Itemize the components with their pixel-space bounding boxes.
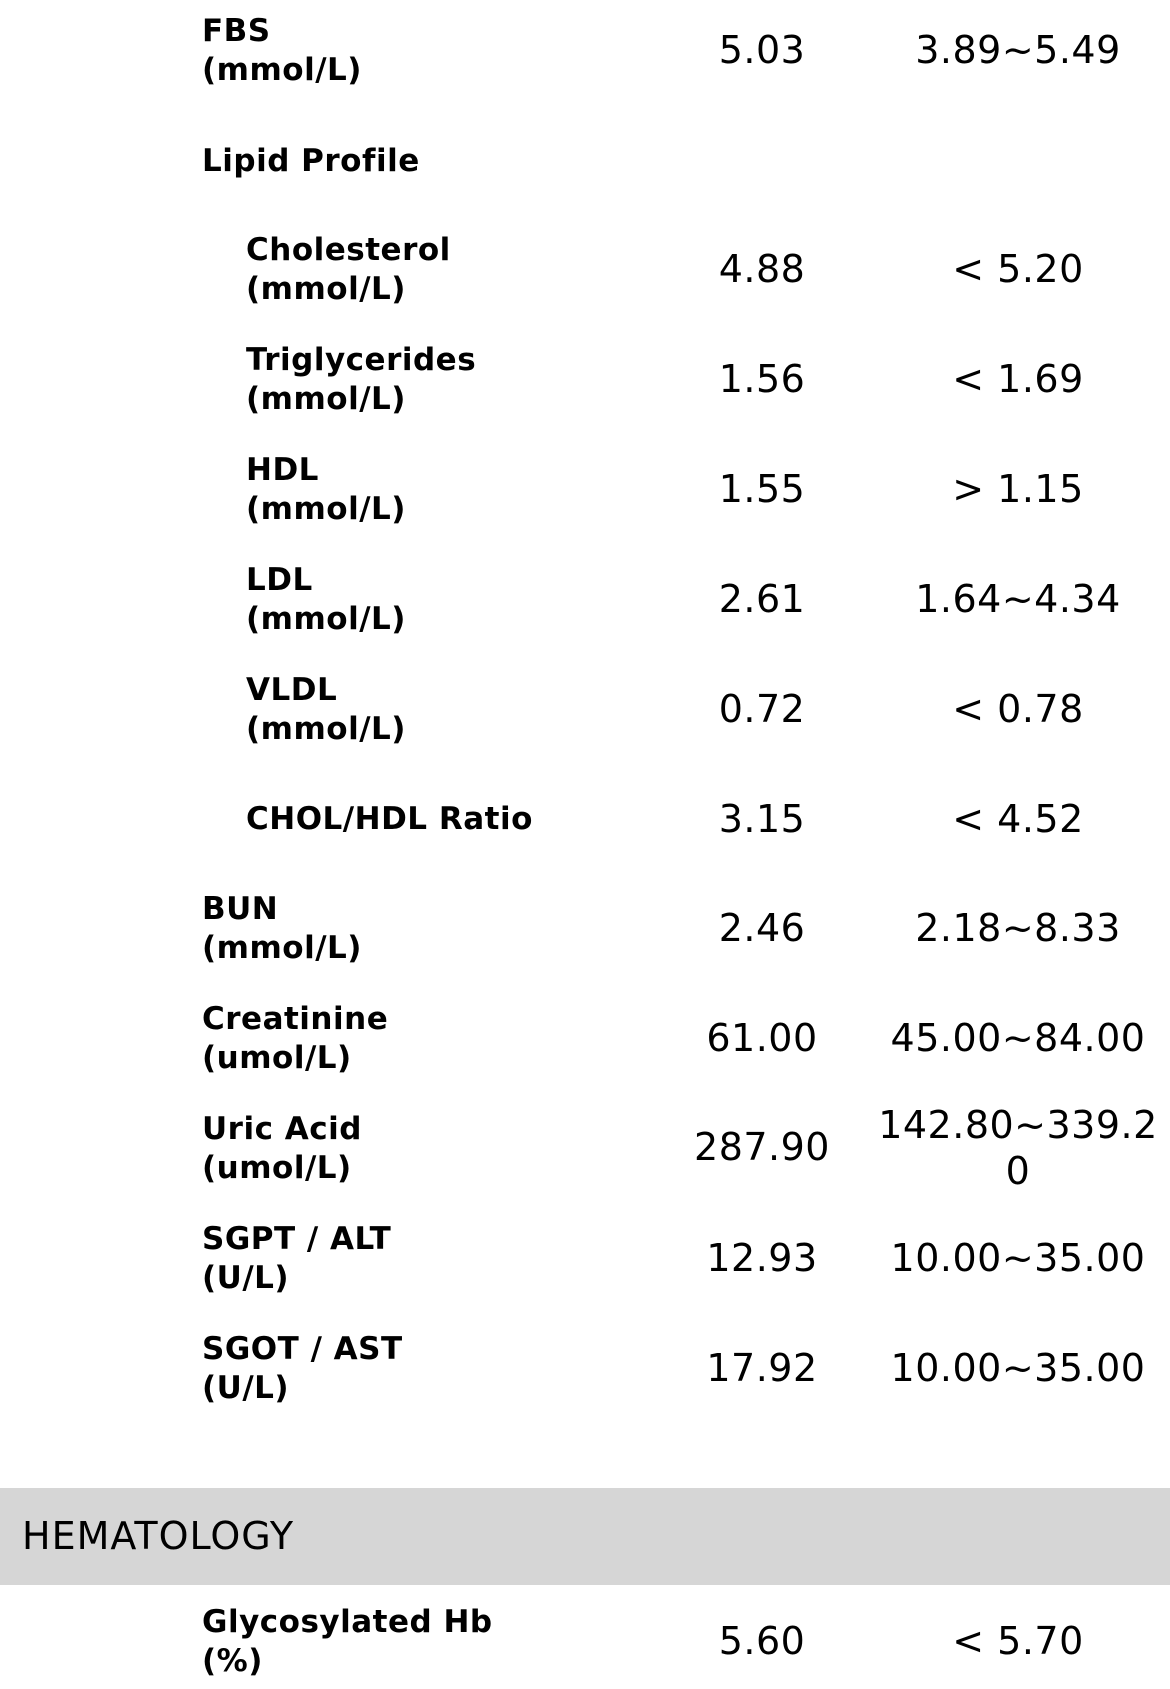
test-value: 3.15: [718, 797, 806, 841]
test-value: 2.46: [718, 906, 806, 950]
test-value: 1.55: [718, 467, 806, 511]
test-unit: (mmol/L): [202, 930, 362, 966]
reference-range: < 0.78: [952, 687, 1084, 731]
test-name: Triglycerides: [246, 342, 477, 378]
test-unit: (U/L): [202, 1260, 290, 1296]
test-label: [202, 890, 362, 968]
section-title: HEMATOLOGY: [22, 1514, 295, 1558]
reference-range: 45.00~84.00: [890, 1016, 1146, 1060]
test-unit: (mmol/L): [202, 52, 362, 88]
reference-range: [868, 1102, 1168, 1194]
test-value: 5.03: [718, 28, 806, 72]
test-value: 0.72: [718, 687, 806, 731]
test-name: Cholesterol: [246, 232, 451, 268]
reference-range-line2: 0: [1005, 1149, 1031, 1193]
test-label: [202, 1330, 403, 1408]
test-value: 2.61: [718, 577, 806, 621]
test-label: [202, 1110, 362, 1188]
section-header-hematology: [0, 1488, 1170, 1585]
group-name: Lipid Profile: [202, 143, 420, 179]
reference-range: 1.64~4.34: [915, 577, 1121, 621]
test-label: [202, 1000, 388, 1078]
test-unit: (U/L): [202, 1370, 290, 1406]
test-label: [246, 800, 533, 839]
test-label: [202, 1603, 493, 1681]
test-name: BUN: [202, 891, 279, 927]
test-name: Uric Acid: [202, 1111, 362, 1147]
test-unit: (mmol/L): [246, 381, 406, 417]
test-name: SGPT / ALT: [202, 1221, 392, 1257]
test-unit: (mmol/L): [246, 601, 406, 637]
test-unit: (umol/L): [202, 1040, 352, 1076]
test-value: 5.60: [718, 1619, 806, 1663]
reference-range: 3.89~5.49: [915, 28, 1121, 72]
test-name: VLDL: [246, 672, 338, 708]
test-name: LDL: [246, 562, 313, 598]
test-value: 1.56: [718, 357, 806, 401]
test-value: 287.90: [694, 1125, 830, 1169]
test-name: SGOT / AST: [202, 1331, 403, 1367]
test-name: Glycosylated Hb: [202, 1604, 493, 1640]
test-value: 4.88: [718, 247, 806, 291]
test-unit: (umol/L): [202, 1150, 352, 1186]
test-unit: (mmol/L): [246, 271, 406, 307]
reference-range: 2.18~8.33: [915, 906, 1121, 950]
reference-range-line1: 142.80~339.2: [878, 1103, 1158, 1147]
test-label: [246, 451, 406, 529]
test-unit: (mmol/L): [246, 711, 406, 747]
group-label: [202, 142, 420, 181]
test-name: CHOL/HDL Ratio: [246, 801, 533, 837]
test-name: Creatinine: [202, 1001, 389, 1037]
reference-range: > 1.15: [952, 467, 1084, 511]
test-label: [246, 341, 476, 419]
test-label: [202, 1220, 391, 1298]
test-unit: (%): [202, 1643, 263, 1679]
test-label: [202, 12, 362, 90]
test-name: FBS: [202, 13, 271, 49]
reference-range: 10.00~35.00: [890, 1346, 1146, 1390]
reference-range: 10.00~35.00: [890, 1236, 1146, 1280]
test-label: [246, 231, 451, 309]
test-unit: (mmol/L): [246, 491, 406, 527]
test-value: 12.93: [706, 1236, 818, 1280]
reference-range: < 5.20: [952, 247, 1084, 291]
reference-range: < 4.52: [952, 797, 1084, 841]
test-label: [246, 561, 406, 639]
reference-range: < 5.70: [952, 1619, 1084, 1663]
test-name: HDL: [246, 452, 319, 488]
test-value: 61.00: [706, 1016, 818, 1060]
reference-range: < 1.69: [952, 357, 1084, 401]
test-label: [246, 671, 406, 749]
test-value: 17.92: [706, 1346, 818, 1390]
